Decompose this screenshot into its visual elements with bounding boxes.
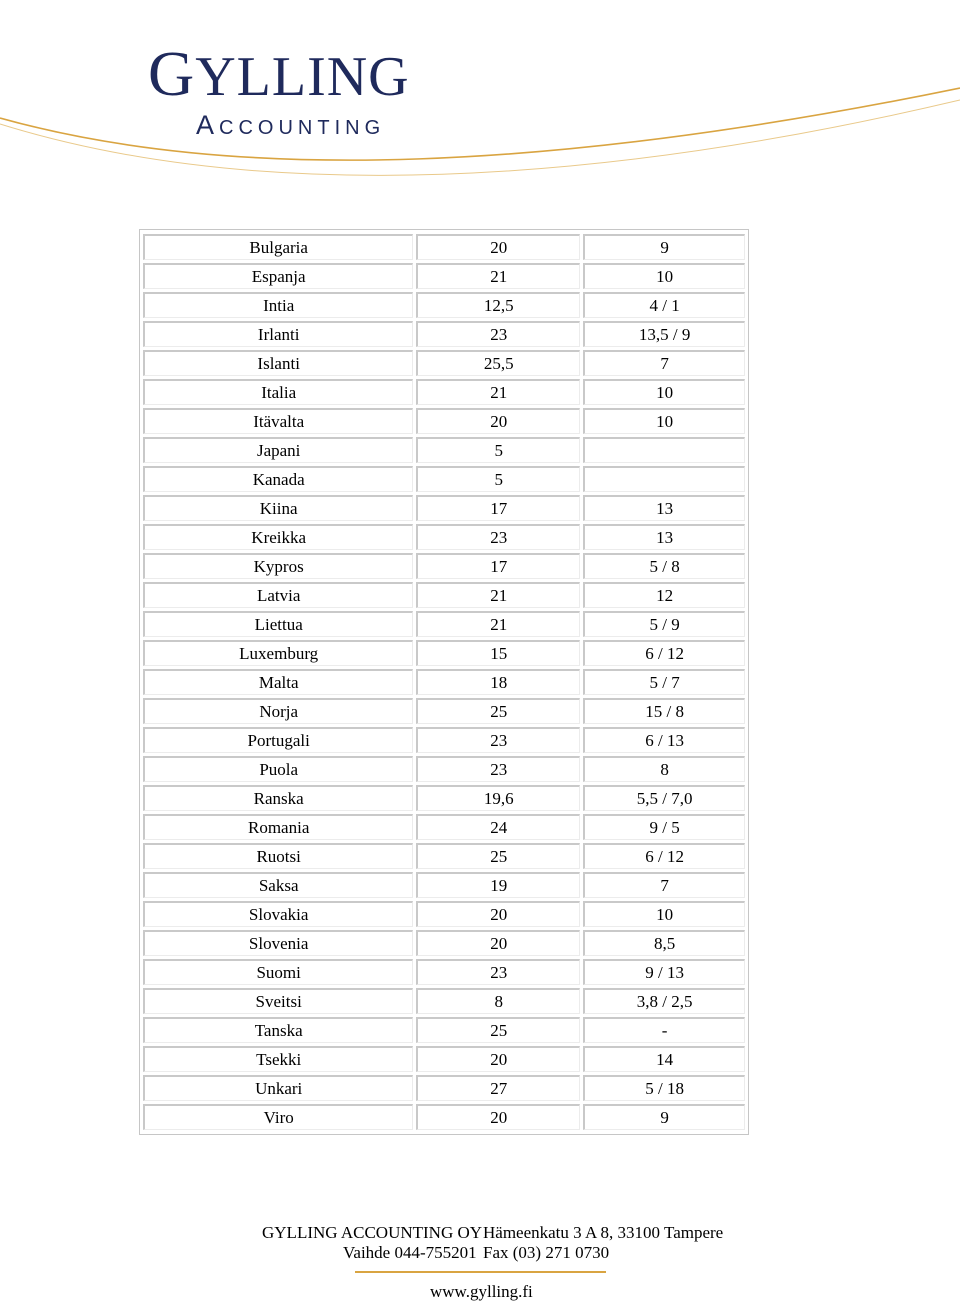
reduced-rate-cell: 10	[583, 263, 745, 289]
standard-rate-cell: 23	[416, 756, 580, 782]
logo-sub-initial: A	[196, 110, 220, 140]
standard-rate-cell: 24	[416, 814, 580, 840]
standard-rate-cell: 21	[416, 582, 580, 608]
standard-rate-cell: 19,6	[416, 785, 580, 811]
country-cell: Liettua	[143, 611, 413, 637]
reduced-rate-cell: 9	[583, 1104, 745, 1130]
reduced-rate-cell: 10	[583, 901, 745, 927]
country-cell: Ranska	[143, 785, 413, 811]
country-cell: Tanska	[143, 1017, 413, 1043]
standard-rate-cell: 12,5	[416, 292, 580, 318]
country-cell: Romania	[143, 814, 413, 840]
swoosh-line-upper	[0, 88, 960, 160]
reduced-rate-cell: 12	[583, 582, 745, 608]
reduced-rate-cell: 8	[583, 756, 745, 782]
table-row	[143, 901, 745, 927]
table-row	[143, 843, 745, 869]
footer-phone: Vaihde 044-755201	[343, 1243, 477, 1262]
country-cell: Japani	[143, 437, 413, 463]
table-row	[143, 785, 745, 811]
logo-subtitle	[196, 110, 385, 141]
reduced-rate-cell: 3,8 / 2,5	[583, 988, 745, 1014]
table-row	[143, 292, 745, 318]
table-row	[143, 234, 745, 260]
standard-rate-cell: 21	[416, 611, 580, 637]
standard-rate-cell: 17	[416, 495, 580, 521]
standard-rate-cell: 5	[416, 466, 580, 492]
reduced-rate-cell: 6 / 12	[583, 843, 745, 869]
country-cell: Espanja	[143, 263, 413, 289]
table-row	[143, 756, 745, 782]
country-cell: Tsekki	[143, 1046, 413, 1072]
reduced-rate-cell: 5 / 9	[583, 611, 745, 637]
table-row	[143, 553, 745, 579]
table-row	[143, 611, 745, 637]
table-row	[143, 1017, 745, 1043]
logo-name-rest: YLLING	[195, 46, 410, 108]
table-row	[143, 1046, 745, 1072]
standard-rate-cell: 20	[416, 408, 580, 434]
standard-rate-cell: 23	[416, 727, 580, 753]
footer-fax: Fax (03) 271 0730	[483, 1243, 610, 1262]
standard-rate-cell: 23	[416, 524, 580, 550]
standard-rate-cell: 25	[416, 698, 580, 724]
country-cell: Kiina	[143, 495, 413, 521]
footer-divider	[355, 1271, 606, 1273]
standard-rate-cell: 15	[416, 640, 580, 666]
table-row	[143, 437, 745, 463]
standard-rate-cell: 23	[416, 959, 580, 985]
country-cell: Intia	[143, 292, 413, 318]
standard-rate-cell: 17	[416, 553, 580, 579]
standard-rate-cell: 23	[416, 321, 580, 347]
vat-rate-table-body	[143, 234, 745, 1130]
standard-rate-cell: 20	[416, 930, 580, 956]
country-cell: Portugali	[143, 727, 413, 753]
standard-rate-cell: 20	[416, 1104, 580, 1130]
table-row	[143, 408, 745, 434]
table-row	[143, 727, 745, 753]
standard-rate-cell: 8	[416, 988, 580, 1014]
country-cell: Slovenia	[143, 930, 413, 956]
reduced-rate-cell: 6 / 12	[583, 640, 745, 666]
standard-rate-cell: 25	[416, 843, 580, 869]
reduced-rate-cell: 10	[583, 408, 745, 434]
country-cell: Slovakia	[143, 901, 413, 927]
reduced-rate-cell: 5,5 / 7,0	[583, 785, 745, 811]
country-cell: Viro	[143, 1104, 413, 1130]
table-row	[143, 669, 745, 695]
country-cell: Unkari	[143, 1075, 413, 1101]
standard-rate-cell: 18	[416, 669, 580, 695]
reduced-rate-cell: 4 / 1	[583, 292, 745, 318]
country-cell: Kreikka	[143, 524, 413, 550]
country-cell: Kanada	[143, 466, 413, 492]
table-row	[143, 959, 745, 985]
country-cell: Italia	[143, 379, 413, 405]
country-cell: Itävalta	[143, 408, 413, 434]
country-cell: Irlanti	[143, 321, 413, 347]
reduced-rate-cell: 5 / 8	[583, 553, 745, 579]
reduced-rate-cell: 14	[583, 1046, 745, 1072]
country-cell: Luxemburg	[143, 640, 413, 666]
reduced-rate-cell: 9 / 13	[583, 959, 745, 985]
vat-rate-table	[140, 231, 748, 1133]
table-row	[143, 930, 745, 956]
table-row	[143, 582, 745, 608]
table-row	[143, 872, 745, 898]
logo-initial: G	[148, 38, 196, 109]
reduced-rate-cell: 15 / 8	[583, 698, 745, 724]
reduced-rate-cell: 8,5	[583, 930, 745, 956]
reduced-rate-cell: 13	[583, 524, 745, 550]
country-cell: Islanti	[143, 350, 413, 376]
vat-rate-table-container	[139, 229, 749, 1135]
reduced-rate-cell: 13	[583, 495, 745, 521]
reduced-rate-cell	[583, 466, 745, 492]
standard-rate-cell: 25,5	[416, 350, 580, 376]
swoosh-line-lower	[0, 100, 960, 175]
country-cell: Ruotsi	[143, 843, 413, 869]
reduced-rate-cell: 5 / 18	[583, 1075, 745, 1101]
table-row	[143, 814, 745, 840]
table-row	[143, 466, 745, 492]
standard-rate-cell: 5	[416, 437, 580, 463]
standard-rate-cell: 20	[416, 234, 580, 260]
standard-rate-cell: 20	[416, 901, 580, 927]
reduced-rate-cell: 9 / 5	[583, 814, 745, 840]
logo-sub-rest: CCOUNTING	[219, 117, 386, 139]
table-row	[143, 263, 745, 289]
reduced-rate-cell: 6 / 13	[583, 727, 745, 753]
footer-address: Hämeenkatu 3 A 8, 33100 Tampere	[483, 1223, 724, 1242]
table-row	[143, 350, 745, 376]
country-cell: Latvia	[143, 582, 413, 608]
header-swoosh-decoration	[0, 0, 960, 200]
reduced-rate-cell	[583, 437, 745, 463]
table-row	[143, 321, 745, 347]
table-row	[143, 988, 745, 1014]
table-row	[143, 495, 745, 521]
reduced-rate-cell: 5 / 7	[583, 669, 745, 695]
reduced-rate-cell: 9	[583, 234, 745, 260]
country-cell: Kypros	[143, 553, 413, 579]
table-row	[143, 524, 745, 550]
reduced-rate-cell: 13,5 / 9	[583, 321, 745, 347]
standard-rate-cell: 20	[416, 1046, 580, 1072]
company-logo	[148, 38, 410, 140]
footer-website-link[interactable]: www.gylling.fi	[430, 1282, 533, 1301]
country-cell: Sveitsi	[143, 988, 413, 1014]
table-row	[143, 640, 745, 666]
logo-wordmark	[148, 38, 410, 109]
reduced-rate-cell: 7	[583, 350, 745, 376]
table-row	[143, 379, 745, 405]
standard-rate-cell: 25	[416, 1017, 580, 1043]
country-cell: Malta	[143, 669, 413, 695]
country-cell: Saksa	[143, 872, 413, 898]
standard-rate-cell: 21	[416, 263, 580, 289]
standard-rate-cell: 27	[416, 1075, 580, 1101]
country-cell: Puola	[143, 756, 413, 782]
footer-company-name: GYLLING ACCOUNTING OY	[262, 1223, 483, 1242]
table-row	[143, 1075, 745, 1101]
country-cell: Bulgaria	[143, 234, 413, 260]
standard-rate-cell: 19	[416, 872, 580, 898]
table-row	[143, 698, 745, 724]
country-cell: Suomi	[143, 959, 413, 985]
country-cell: Norja	[143, 698, 413, 724]
reduced-rate-cell: 7	[583, 872, 745, 898]
table-row	[143, 1104, 745, 1130]
standard-rate-cell: 21	[416, 379, 580, 405]
reduced-rate-cell: 10	[583, 379, 745, 405]
reduced-rate-cell: -	[583, 1017, 745, 1043]
